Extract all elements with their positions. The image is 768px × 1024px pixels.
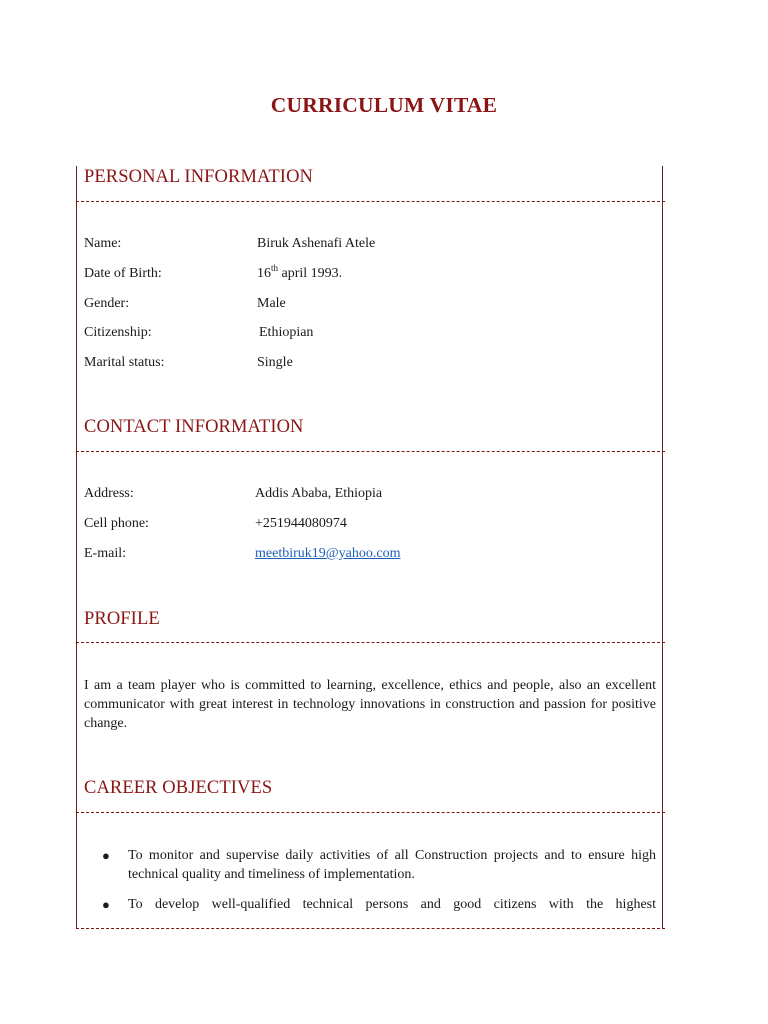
address-value: Addis Ababa, Ethiopia — [255, 486, 383, 501]
section-divider — [76, 451, 665, 452]
section-divider — [76, 201, 665, 202]
bullet-icon: ● — [102, 897, 110, 912]
personal-information-heading: PERSONAL INFORMATION — [84, 167, 313, 187]
dob-label: Date of Birth: — [84, 266, 162, 281]
name-value: Biruk Ashenafi Atele — [257, 236, 376, 251]
address-label: Address: — [84, 486, 134, 501]
marital-status-label: Marital status: — [84, 355, 165, 370]
dob-rest: april 1993. — [278, 266, 343, 281]
page-bottom-divider — [76, 928, 665, 929]
gender-value: Male — [257, 296, 286, 311]
dob-day: 16 — [257, 266, 271, 281]
career-objectives-heading: CAREER OBJECTIVES — [84, 778, 273, 798]
profile-heading: PROFILE — [84, 609, 160, 629]
cell-phone-label: Cell phone: — [84, 516, 149, 531]
career-objective-item: To monitor and supervise daily activities of all Construction projects and to ensure high technical quality and timeliness of implementation. — [128, 848, 656, 882]
section-divider — [76, 812, 665, 813]
cell-phone-value: +251944080974 — [255, 516, 347, 531]
gender-label: Gender: — [84, 296, 130, 311]
contact-information-heading: CONTACT INFORMATION — [84, 417, 304, 437]
dob-ordinal: th — [271, 263, 279, 273]
cv-content-box — [76, 166, 663, 929]
dob-value — [257, 263, 343, 282]
section-divider — [76, 642, 665, 643]
career-objective-item: To develop well-qualified technical persons and good citizens with the highest — [128, 897, 656, 912]
marital-status-value: Single — [257, 355, 293, 370]
citizenship-label: Citizenship: — [84, 325, 152, 340]
document-title: CURRICULUM VITAE — [270, 93, 498, 117]
profile-paragraph: I am a team player who is committed to learning, excellence, ethics and people, also an excellent communicator with great interest in technology innovations in construction and passion for positive change. — [84, 678, 656, 731]
citizenship-value: Ethiopian — [259, 325, 314, 340]
email-link[interactable]: meetbiruk19@yahoo.com — [255, 546, 401, 561]
bullet-icon: ● — [102, 848, 110, 863]
email-label: E-mail: — [84, 546, 126, 561]
name-label: Name: — [84, 236, 122, 251]
